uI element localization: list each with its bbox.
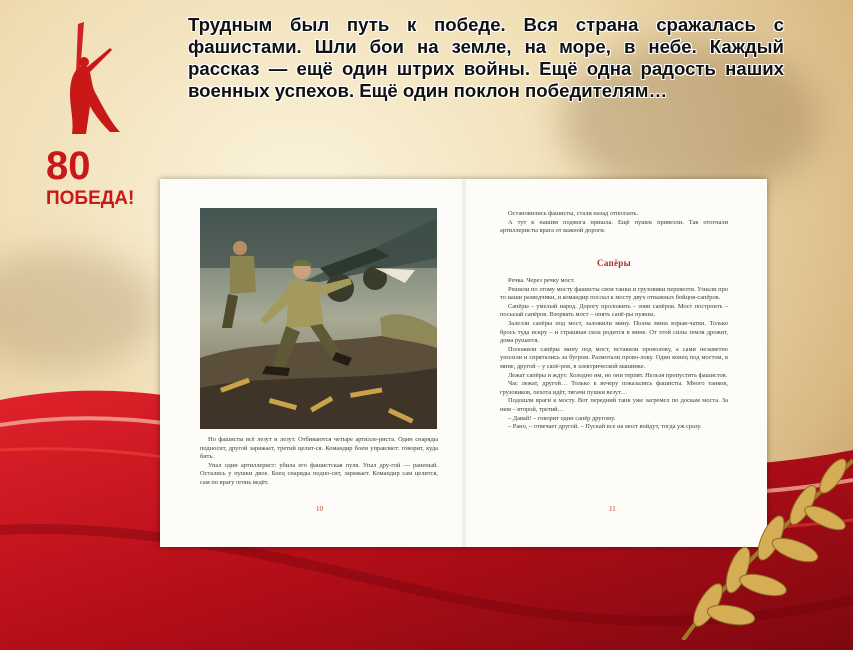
right-paragraph: Решили по этому мосту фашисты свои танки и грузовики перевезти. Узнали про то наши разведчики, и командир послал к мосту двух отважных бойцов-сапёров. — [500, 285, 728, 302]
headline-text: Трудным был путь к победе. Вся страна сражалась с фашистами. Шли бои на земле, на море, в небе. Каждый рассказ — ещё один штрих войны. Ещё одна радость наших военных успехов. Ещё один поклон победителям… — [188, 14, 784, 101]
right-paragraph: Положили сапёры мину под мост, вставили проволоку, а сами незаметно уползли и спрятались за бугром. Размотали прово-локу. Один конец под мостом, в мине, другой – у сапё-ров, в электрической машинке. — [500, 345, 728, 370]
right-page-number: 11 — [609, 505, 616, 513]
left-paragraph: Но фашисты всё лезут и лезут. Отбиваются четыре артилле-ристa. Один снаряды подносит, другой заряжает, третий целит-ся. Командир боем управляет: говорит, куда бить. — [200, 436, 438, 461]
motherland-statue-icon — [70, 22, 120, 134]
right-paragraph: Час лежат, другой… Только к вечеру показались фашисты. Много танков, грузовиков, пехота идёт, тягачи пушки везут… — [500, 380, 728, 396]
emblem-word: ПОБЕДА! — [46, 188, 135, 209]
emblem-number: 80 — [46, 144, 91, 188]
right-intro-paragraph: А тут к нашим подмога пришла. Ещё пушек привезли. Так отогнали артиллеристы врага от важной дороги. — [500, 218, 728, 235]
left-page-text — [200, 436, 438, 488]
right-paragraph: Лежат сапёры и ждут. Холодно им, но они терпят. Нельзя пропустить фашистов. — [508, 371, 728, 379]
right-paragraph: – Давай! – говорит один сапёр другому. — [508, 414, 616, 422]
right-paragraph: Речка. Через речку мост. — [508, 277, 575, 284]
left-page-number: 10 — [316, 505, 323, 513]
book-gutter — [461, 179, 467, 547]
soldier-illustration — [200, 208, 437, 429]
right-intro-paragraph: Остановились фашисты, стали назад отползать. — [508, 210, 639, 217]
right-paragraph: Подошли враги к мосту. Вот передний танк уже загремел по доскам моста. За ним – второй, третий… — [500, 397, 728, 413]
laurel-branch-icon — [613, 400, 853, 640]
chapter-title: Сапёры — [597, 258, 631, 268]
victory-80-emblem — [40, 14, 150, 214]
right-paragraph: Залезли сапёры под мост, заложили мину. Полна мина взрыв-чатки. Только брось туда искру – и страшная сила родится в мине. От этой силы земля дрожит, дома рушатся. — [500, 319, 728, 345]
right-paragraph: Сапёры – умелый народ. Дорогу проложить – зови сапёров. Мост построить – посылай сапёров. Взорвать мост – опять сапё-ры нужны. — [500, 302, 728, 319]
right-paragraph: – Рано, – отвечает другой. – Пускай все на мост войдут, тогда уж сразу. — [508, 423, 702, 431]
right-page-intro — [500, 210, 728, 236]
left-paragraph: Упал один артиллерист: убила его фашистская пуля. Упал дру-гой — раненый. Остались у пушки двое. Боец снаряды подно-сит, заряжает. Командир сам целится, сам по врагу огонь ведёт. — [200, 461, 438, 486]
